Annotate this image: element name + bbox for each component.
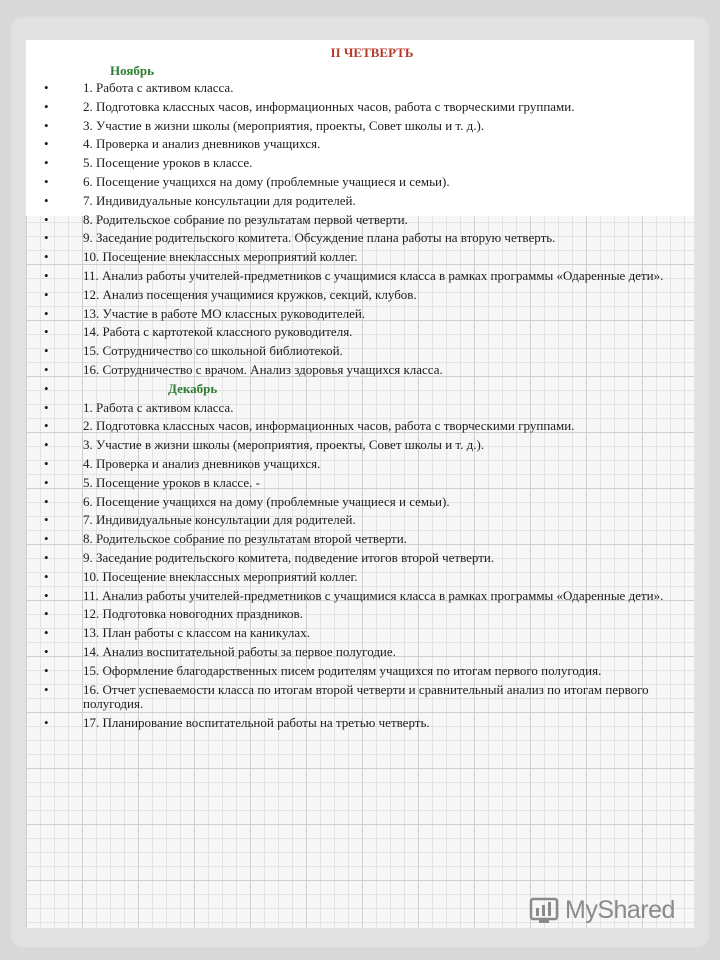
list-item: • 3. Участие в жизни школы (мероприятия, проекты, Совет школы и т. д.). <box>40 119 680 133</box>
month-december-label: Декабрь <box>168 380 218 396</box>
list-item: • 7. Индивидуальные консультации для родителей. <box>40 513 680 527</box>
list-item: • 3. Участие в жизни школы (мероприятия, проекты, Совет школы и т. д.). <box>40 438 680 452</box>
list-item: • 2. Подготовка классных часов, информационных часов, работа с творческими группами. <box>40 100 680 114</box>
list-item: • 9. Заседание родительского комитета. Обсуждение плана работы на вторую четверть. <box>40 231 680 245</box>
list-item: • 9. Заседание родительского комитета, подведение итогов второй четверти. <box>40 551 680 565</box>
list-item: • 17. Планирование воспитательной работы на третью четверть. <box>40 716 680 730</box>
list-item: • 1. Работа с активом класса. <box>40 81 680 95</box>
list-item: • 16. Отчет успеваемости класса по итогам второй четверти и сравнительный анализ по итогам первого полугодия. <box>40 683 680 712</box>
slide-content <box>40 44 680 735</box>
list-item: • 14. Работа с картотекой классного руководителя. <box>40 325 680 339</box>
list-item: • 7. Индивидуальные консультации для родителей. <box>40 194 680 208</box>
list-item: • 11. Анализ работы учителей-предметников с учащимися класса в рамках программы «Одаренные дети». <box>40 589 680 603</box>
list-item: • 16. Сотрудничество с врачом. Анализ здоровья учащихся класса. <box>40 363 680 377</box>
list-item: • 8. Родительское собрание по результатам второй четверти. <box>40 532 680 546</box>
list-item: • 10. Посещение внеклассных мероприятий коллег. <box>40 250 680 264</box>
list-item: • 8. Родительское собрание по результатам первой четверти. <box>40 213 680 227</box>
list-item: • 12. Подготовка новогодних праздников. <box>40 607 680 621</box>
watermark-text: MyShared <box>565 895 675 924</box>
month-december-row <box>40 382 680 396</box>
list-item: • 15. Сотрудничество со школьной библиотекой. <box>40 344 680 358</box>
list-item: • 13. Участие в работе МО классных руководителей. <box>40 307 680 321</box>
list-item: • 4. Проверка и анализ дневников учащихся. <box>40 457 680 471</box>
month-november-label: Ноябрь <box>110 63 155 78</box>
list-item: • 14. Анализ воспитательной работы за первое полугодие. <box>40 645 680 659</box>
myshared-watermark <box>527 895 675 925</box>
list-item: • 5. Посещение уроков в классе. <box>40 156 680 170</box>
november-list <box>40 81 680 730</box>
list-item: • 4. Проверка и анализ дневников учащихся. <box>40 137 680 151</box>
quarter-title: II ЧЕТВЕРТЬ <box>330 45 414 60</box>
list-item: • 12. Анализ посещения учащимися кружков, секций, клубов. <box>40 288 680 302</box>
list-item: • 5. Посещение уроков в классе. - <box>40 476 680 490</box>
list-item: • 10. Посещение внеклассных мероприятий коллег. <box>40 570 680 584</box>
list-item: • 6. Посещение учащихся на дому (проблемные учащиеся и семьи). <box>40 495 680 509</box>
list-item: • 15. Оформление благодарственных писем родителям учащихся по итогам первого полугодия. <box>40 664 680 678</box>
list-item: • 2. Подготовка классных часов, информационных часов, работа с творческими группами. <box>40 419 680 433</box>
list-item: • 13. План работы с классом на каникулах. <box>40 626 680 640</box>
myshared-logo-icon <box>527 895 561 925</box>
list-item: • 6. Посещение учащихся на дому (проблемные учащиеся и семьи). <box>40 175 680 189</box>
list-item: • 1. Работа с активом класса. <box>40 401 680 415</box>
list-item: • 11. Анализ работы учителей-предметников с учащимися класса в рамках программы «Одаренные дети». <box>40 269 680 283</box>
